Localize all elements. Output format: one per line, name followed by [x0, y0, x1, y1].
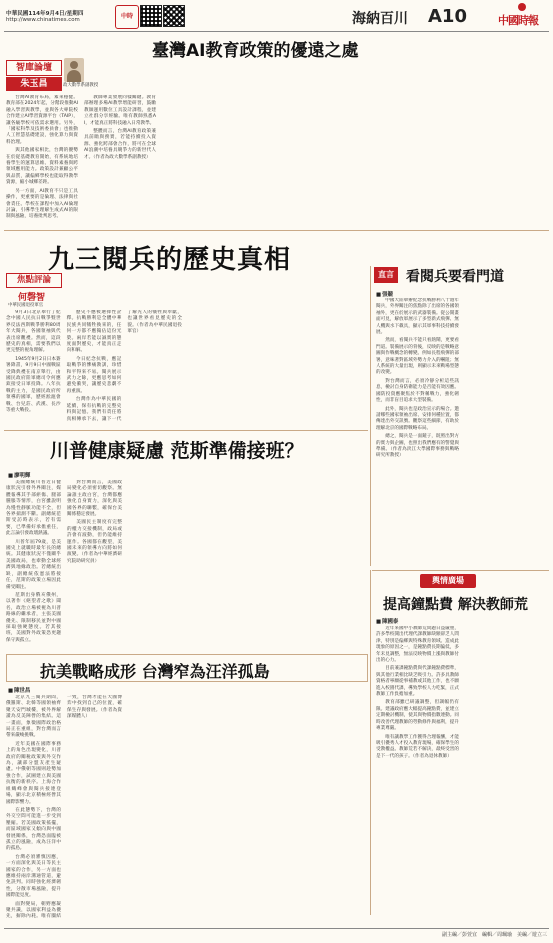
qr-code-icon: [140, 5, 162, 27]
article2-paragraph: 歷史不應被選擇性詮釋。抗戰勝利是全體中華民族共同犧牲換來的，任何一方都不應獨佔這份光榮。兩岸若能以誠實的態度面對歷史，才能真正走向和解。: [66, 310, 122, 354]
article2-paragraph: 今日紀念抗戰，應記取戰爭的慘痛教訓，珍惜和平得來不易。閱兵展示武力之餘，更應思考如何避免衝突，讓歷史悲劇不再重演。: [66, 356, 122, 394]
chinatimes-logo: [496, 3, 548, 29]
person-icon: [70, 61, 78, 69]
article4-paragraph: 對台灣而言，美國政局變化必須密切觀察。無論誰主政白宮，台灣都應強化自身實力，深化與美國各界的聯繫，確保台美關係穩定發展。: [67, 480, 122, 518]
article5-paragraph: 目前兼課鐘點費與代課鐘點費標準，與其他行業相比缺乏吸引力。許多具教師資格者寧願從事補教或其他工作，也不願進入校園代課，導致學校人力吃緊，正式教師工作負擔加重。: [376, 666, 459, 698]
article3-paragraph: 對台灣而言，必須冷靜分析這些訊息，檢討自身防衛能力是否能有效因應。國防投資應聚焦於不對稱戰力，強化韌性，而非盲目追求大型裝備。: [376, 378, 459, 404]
article4-paragraph: 美國總統川普近日健康狀況引發外界關注，媒體報導其手部瘀傷、腿部腫脹等情形，白宮雖說明為慢性靜脈功能不全，但各界揣測不斷。副總統范斯受訪時表示，若有需要，已準備好承擔重任，此言論引發政壇熱議。: [6, 480, 61, 537]
article3-paragraph: 總之，閱兵是一面鏡子，既照出對方的實力與企圖，也照出我們應有的警覺與準備。（作者為淡江大學國際事務與戰略研究所教授）: [376, 434, 459, 459]
article3-byline: ■ 張競: [376, 290, 393, 298]
logo-text: 中國時報: [498, 14, 538, 27]
article1-author: [6, 77, 62, 91]
article2-paragraph: 9月3日北京舉行了紀念中國人民抗日戰爭暨世界反法西斯戰爭勝利80周年大閱兵，各國領袖與代表出席觀禮。然而，這段歷史的真相，需要我們以更完整的視角理解。: [6, 310, 61, 354]
article3-title: 看閱兵要看門道: [406, 269, 504, 285]
page-number: A10: [428, 6, 467, 27]
chinatimes-logo-badge: 中時: [115, 5, 139, 29]
article4-paragraph: 范斯出身俄亥俄州，以著作《絕望者之歌》聞名，政治立場被視為川普路線的繼承者，主張美國優先、限制移民並對中國採取強硬態度。若其接班，美國對外政策恐更趨保守與孤立。: [6, 592, 61, 643]
article1-paragraph: 另一方面，AI教育不只是工具操作，更重要的是倫理、法律與社會責任。學校在課程中加入AI倫理討論，引導學生理解生成式AI的限制與風險，培養批判思考。: [6, 188, 78, 220]
divider: [4, 230, 549, 231]
article3-paragraph: 中國大陸舉辦紀念抗戰勝利八十週年閱兵，外界關注的焦點除了出席的各國領袖外，更在於展示的武器裝備。從公開畫面可見，解放軍展示了多型新式飛彈、無人機與水下載具，顯示其軍事科技持續發展。: [376, 298, 459, 336]
article5-title: 提高鐘點費 解決教師荒: [383, 597, 528, 613]
article4-paragraph: 川普年屆79歲，是美國史上就職時最年長的總統。其健康狀況不僅關乎美國政局，也牽動全球經濟與地緣政治。若總統出缺，副總統依憲法將接任，范斯的政策立場因此備受關注。: [6, 539, 61, 590]
article1-column-label: 智庫論壇: [6, 60, 62, 76]
article3-column-label: 直言: [374, 267, 398, 283]
footer-rule: [4, 928, 549, 929]
header-url[interactable]: http://www.chinatimes.com: [6, 17, 80, 23]
divider: [4, 430, 368, 431]
article6-paragraph: 在此態勢下，台灣的外交空間可能進一步受到壓縮。若美國政策搖擺，而區域國家又傾向與中國發展關係，台灣恐面臨被孤立的風險，成為汪洋中的孤島。: [6, 807, 61, 852]
article5-byline: ■ 陳國泰: [376, 617, 398, 625]
article3-body: [376, 298, 548, 568]
header-paper-info: 中華民國114年9月4日/星期四: [6, 11, 84, 17]
article2-body: [6, 310, 364, 428]
article4-body: [6, 480, 366, 650]
article6-body: [6, 695, 366, 925]
article3-paragraph: 此外，閱兵也是政治宣示的場合。邀請哪些國家領袖出席、安排何種位置，都傳達出外交訊號。觀察這些細節，有助於理解北京的國際戰略布局。: [376, 406, 459, 431]
article2-paragraph: 1945年9月2日日本簽署降書，9月9日中國戰區受降典禮在南京舉行，由國民政府陸軍總司令何應欽接受日軍投降。八年抗戰的主力，是國民政府所領導的國軍，歷經淞滬會戰、台兒莊、武漢、長沙等重大戰役。: [6, 356, 61, 414]
section-title: 海納百川: [352, 11, 408, 27]
column-divider: [370, 570, 371, 915]
article6-byline: ■ 陳世昌: [8, 686, 30, 694]
article2-author-note: 中華民國退役軍官: [8, 303, 44, 308]
article5-paragraph: 唯有讓教學工作獲得合理報酬，才能吸引優秀人才投入教育現場，確保學生的受教權益。教師荒若不解決，最終受害的是下一代的孩子。（作者為退休教師）: [376, 734, 459, 759]
article2-author: 何磬智: [18, 293, 46, 303]
logo-emblem-icon: [518, 3, 526, 11]
article1-title: 臺灣AI教育政策的優遠之處: [152, 41, 359, 61]
article5-paragraph: 近年來國中小教師荒問題日益嚴重，許多學校開出代理代課教師缺額卻乏人問津，特別是偏鄉與特殊教育領域。造成此現象的原因之一，是鐘點費長期偏低，多年未見調整，無法反映物價上漲與教師付出的心力。: [376, 626, 459, 664]
article4-title: 川普健康疑慮 范斯準備接班？: [50, 440, 304, 462]
article4-paragraph: 美國民主制度有完整的權力交接機制，政局或許會有波動，但仍能維持運作。各國都在觀望，美國未來的領導方向將如何演變。（作者為中華經濟研究院助研究員）: [67, 520, 122, 564]
author-name: 朱玉昌: [20, 79, 48, 89]
article1-paragraph: 整體而言，台灣AI教育政策兼具前瞻與務實，若能持續投入資源、強化跨部會合作，將可在全球AI浪潮中培養具競爭力的新世代人才。（作者為政大數學系副教授）: [84, 129, 156, 160]
article6-paragraph: 面對變局，朝野應凝聚共識，以國家利益為優先，摒除內耗。唯有團結一致，台灣才能在大國博弈中找到自己的位置，確保生存與發展。（作者為資深媒體人）: [6, 695, 122, 920]
article6-title: 抗美戰略成形 台灣窄為汪洋孤島: [40, 662, 270, 681]
author-photo: [64, 58, 84, 82]
article3-paragraph: 然而，看閱兵不能只看熱鬧，更要看門道。裝備展示的背後，反映的是戰略意圖與作戰概念的轉變。例如長程飛彈的部署，意味著對區域外勢力介入的嚇阻；無人系統的大量出現，則顯示未來戰場型態的改變。: [376, 338, 459, 376]
qr-code-icon-2: [163, 5, 185, 27]
article4-byline: ■ 廖明輝: [8, 471, 30, 479]
column-divider: [370, 266, 371, 566]
article2-paragraph: 台灣作為中華民國的延續，保有抗戰的完整史料與記憶。我們有責任將真相傳承下去，讓下一代了解先人的犧牲與奉獻，也讓世界看見歷史的全貌。（作者為中華民國退役軍官）: [66, 310, 182, 422]
article1-body: [6, 95, 546, 227]
article5-paragraph: 教育部雖已研議調整，但調幅仍有限。建議政府應大幅提高鐘點費，並建立定期檢討機制，使其與物價指數連動。同時改善代理教師的勞動條件與福利，提升專業尊嚴。: [376, 700, 459, 732]
article2-title: 九三閱兵的歷史真相: [48, 245, 292, 275]
article6-paragraph: 近年美國在國際事務上的角色出現變化，川普政府的關稅政策與外交作為，讓部分盟友產生疑慮。中俄朝等國則趁勢加強合作，試圖建立與美國抗衡的新秩序。上海合作組織峰會與閱兵接連登場，顯示北京積極經營其國際影響力。: [6, 741, 61, 805]
footer-credits: 副主編／彭萱宜 編輯／周珮瑜 美編／遊立三: [441, 932, 547, 938]
article1-paragraph: 與其他國家相比，台灣的優勢在於從基礎教育開始，有系統地培養學生的運算思維、資料素養與跨領域應用能力。政策設計兼顧公平與品質，讓偏鄉學校也能取得教學資源，縮小城鄉差距。: [6, 148, 78, 186]
article1-paragraph: 台灣AI教育布局，素來穩健。教育部在2024年起，分階段推動AI融入學習與教學，並與各大專院校合作建立AI學習資源平台（TAIP），讓各級學校可依需求選用。另外，「國家科學及技術委員會」也推動人工智慧基礎建設，強化算力與資料治理。: [6, 95, 78, 145]
article6-paragraph: 北京九三閱兵期間，俄羅斯、北韓等國領袖齊聚天安門城樓，被外界解讀為反美陣營的集結。這一畫面，象徵國際政治格局正在重組，對台灣而言帶來嚴峻挑戰。: [6, 695, 61, 739]
article1-author-note: 政大數學系副教授: [63, 83, 99, 88]
article6-paragraph: 台灣必須審慎因應，一方面深化與美日等民主國家的合作，另一方面也應維持兩岸溝通管道，避免誤判。同時強化經濟韌性，分散市場風險，提升國際能見度。: [6, 854, 61, 899]
article5-column-label: 輿情廣場: [420, 574, 476, 588]
article2-column-label: 焦點評論: [6, 273, 62, 288]
divider: [372, 570, 549, 571]
header-rule: [4, 31, 549, 32]
article1-paragraph: 教師專業發展同樣關鍵。教育部辦理多場AI教學增能研習，鼓勵教師運用數位工具設計課程，並建立社群分享經驗。唯有教師熟悉AI，才能真正將科技融入日常教學。: [84, 95, 156, 126]
article5-body: [376, 626, 548, 916]
